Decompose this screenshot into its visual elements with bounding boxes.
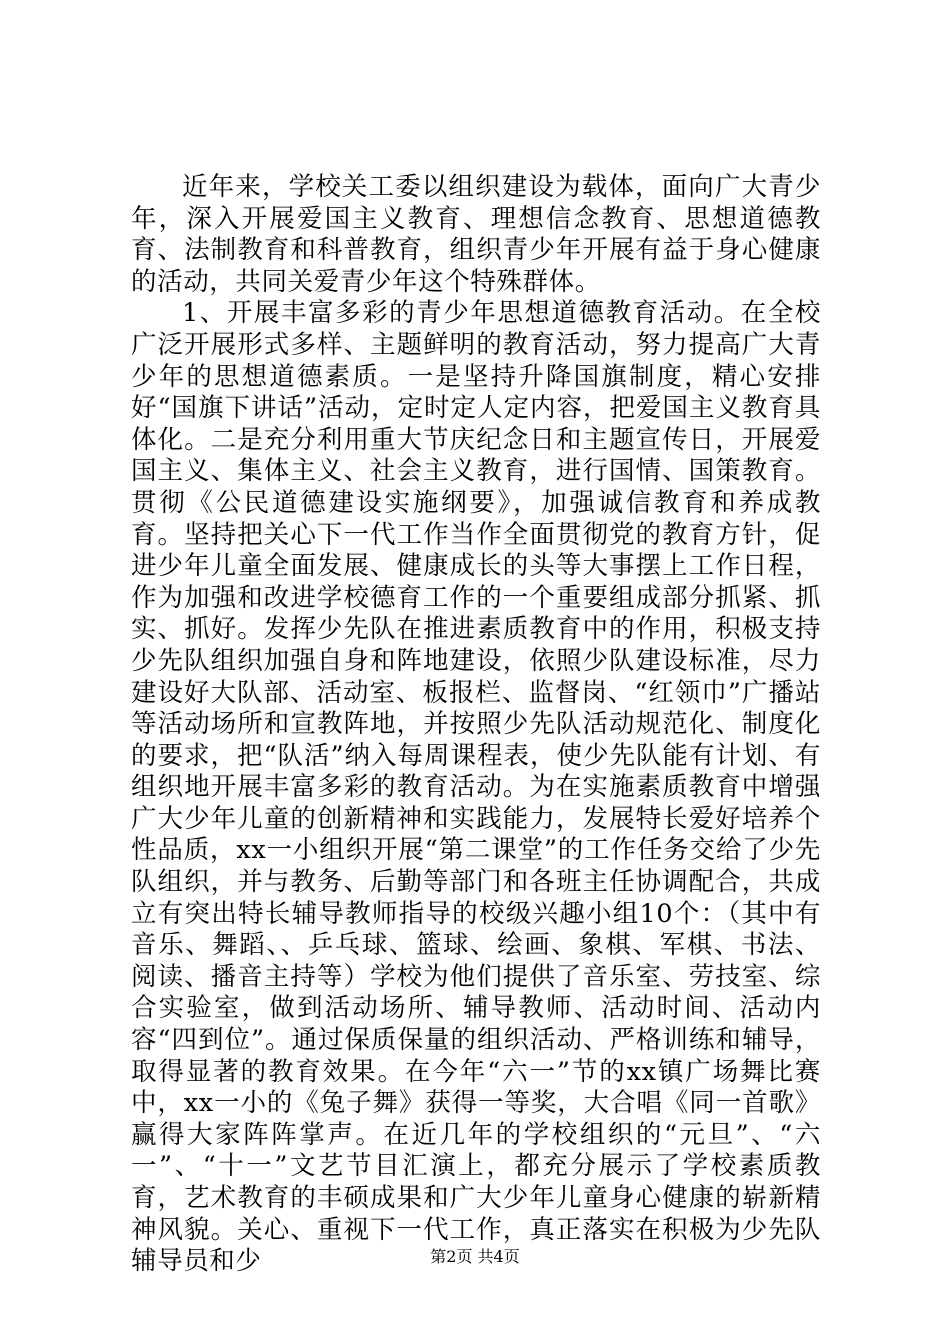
document-body [131,172,821,1278]
page-footer: 第2页 共4页 [430,1247,520,1266]
paragraph-intro: 近年来，学校关工委以组织建设为载体，面向广大青少年，深入开展爱国主义教育、理想信念教育、思想道德教育、法制教育和科普教育，组织青少年开展有益于身心健康的活动，共同关爱青少年这个特殊群体。 [131,172,821,297]
paragraph-moral-education: 1、开展丰富多彩的青少年思想道德教育活动。在全校广泛开展形式多样、主题鲜明的教育活动，努力提高广大青少年的思想道德素质。一是坚持升降国旗制度，精心安排好“国旗下讲话”活动，定时定人定内容，把爱国主义教育具体化。二是充分利用重大节庆纪念日和主题宣传日，开展爱国主义、集体主义、社会主义教育，进行国情、国策教育。贯彻《公民道德建设实施纲要》，加强诚信教育和养成教育。坚持把关心下一代工作当作全面贯彻党的教育方针，促进少年儿童全面发展、健康成长的头等大事摆上工作日程，作为加强和改进学校德育工作的一个重要组成部分抓紧、抓实、抓好。发挥少先队在推进素质教育中的作用，积极支持少先队组织加强自身和阵地建设，依照少队建设标准，尽力建设好大队部、活动室、板报栏、监督岗、“红领巾”广播站等活动场所和宣教阵地，并按照少先队活动规范化、制度化的要求，把“队活”纳入每周课程表，使少先队能有计划、有组织地开展丰富多彩的教育活动。为在实施素质教育中增强广大少年儿童的创新精神和实践能力，发展特长爱好培养个性品质，xx一小组织开展“第二课堂”的工作任务交给了少先队组织，并与教务、后勤等部门和各班主任协调配合，共成立有突出特长辅导教师指导的校级兴趣小组10个：（其中有音乐、舞蹈、、乒乓球、篮球、绘画、象棋、军棋、书法、阅读、播音主持等）学校为他们提供了音乐室、劳技室、综合实验室，做到活动场所、辅导教师、活动时间、活动内容“四到位”。通过保质保量的组织活动、严格训练和辅导，取得显著的教育效果。在今年“六一”节的xx镇广场舞比赛中，xx一小的《兔子舞》获得一等奖，大合唱《同一首歌》赢得大家阵阵掌声。在近几年的学校组织的“元旦”、“六一”、“十一”文艺节目汇演上，都充分展示了学校素质教育，艺术教育的丰硕成果和广大少年儿童身心健康的崭新精神风貌。关心、重视下一代工作，真正落实在积极为少先队辅导员和少 [131,298,821,1277]
